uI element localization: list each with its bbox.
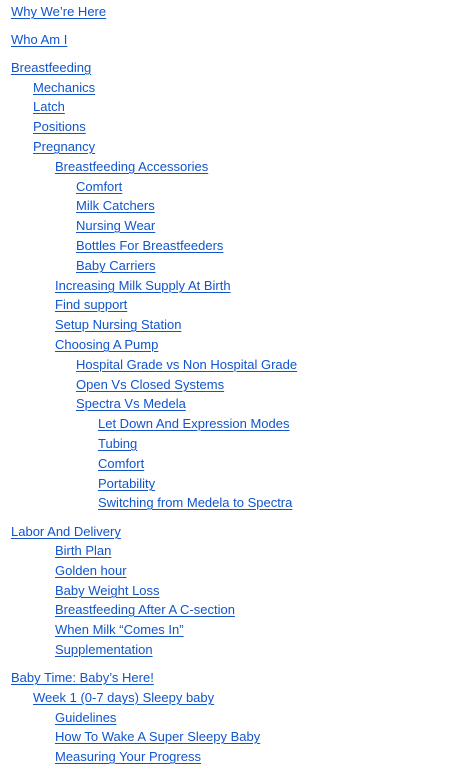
toc-link-when-milk-comes-in[interactable]: When Milk “Comes In” (55, 622, 184, 637)
toc-link-positions[interactable]: Positions (33, 119, 86, 134)
toc-link-latch[interactable]: Latch (33, 99, 65, 114)
toc-link-pump-comfort[interactable]: Comfort (98, 456, 145, 471)
toc-link-switching-medela-spectra[interactable]: Switching from Medela to Spectra (98, 495, 293, 510)
toc-link-portability[interactable]: Portability (98, 476, 156, 491)
toc-link-labor-and-delivery[interactable]: Labor And Delivery (11, 524, 121, 539)
toc-link-open-vs-closed[interactable]: Open Vs Closed Systems (76, 377, 225, 392)
toc-link-wake-sleepy-baby[interactable]: How To Wake A Super Sleepy Baby (55, 729, 261, 744)
toc-link-spectra-vs-medela[interactable]: Spectra Vs Medela (76, 396, 186, 411)
toc-link-comfort[interactable]: Comfort (76, 179, 123, 194)
toc-link-breastfeeding-after-c-section[interactable]: Breastfeeding After A C-section (55, 602, 235, 617)
toc-link-guidelines[interactable]: Guidelines (55, 710, 117, 725)
toc-link-baby-time[interactable]: Baby Time: Baby’s Here! (11, 670, 154, 685)
toc-link-increasing-milk-supply[interactable]: Increasing Milk Supply At Birth (55, 278, 231, 293)
toc-link-measuring-progress[interactable]: Measuring Your Progress (55, 749, 201, 764)
toc-link-supplementation[interactable]: Supplementation (55, 642, 153, 657)
toc-link-breastfeeding[interactable]: Breastfeeding (11, 60, 92, 75)
toc-link-who-am-i[interactable]: Who Am I (11, 32, 68, 47)
toc-link-tubing[interactable]: Tubing (98, 436, 138, 451)
toc-link-birth-plan[interactable]: Birth Plan (55, 543, 112, 558)
toc-link-why-were-here[interactable]: Why We’re Here (11, 4, 107, 19)
toc-link-bottles-for-breastfeeders[interactable]: Bottles For Breastfeeders (76, 238, 224, 253)
toc-link-choosing-a-pump[interactable]: Choosing A Pump (55, 337, 159, 352)
toc-link-setup-nursing-station[interactable]: Setup Nursing Station (55, 317, 182, 332)
toc-link-breastfeeding-accessories[interactable]: Breastfeeding Accessories (55, 159, 209, 174)
toc-link-milk-catchers[interactable]: Milk Catchers (76, 198, 155, 213)
toc-link-pregnancy[interactable]: Pregnancy (33, 139, 96, 154)
toc-link-nursing-wear[interactable]: Nursing Wear (76, 218, 156, 233)
toc-link-let-down-modes[interactable]: Let Down And Expression Modes (98, 416, 290, 431)
toc-link-find-support[interactable]: Find support (55, 297, 128, 312)
toc-link-baby-weight-loss[interactable]: Baby Weight Loss (55, 583, 160, 598)
toc-link-hospital-grade[interactable]: Hospital Grade vs Non Hospital Grade (76, 357, 298, 372)
toc-link-week-1[interactable]: Week 1 (0-7 days) Sleepy baby (33, 690, 215, 705)
toc-link-golden-hour[interactable]: Golden hour (55, 563, 127, 578)
toc-link-mechanics[interactable]: Mechanics (33, 80, 96, 95)
toc-link-baby-carriers[interactable]: Baby Carriers (76, 258, 156, 273)
